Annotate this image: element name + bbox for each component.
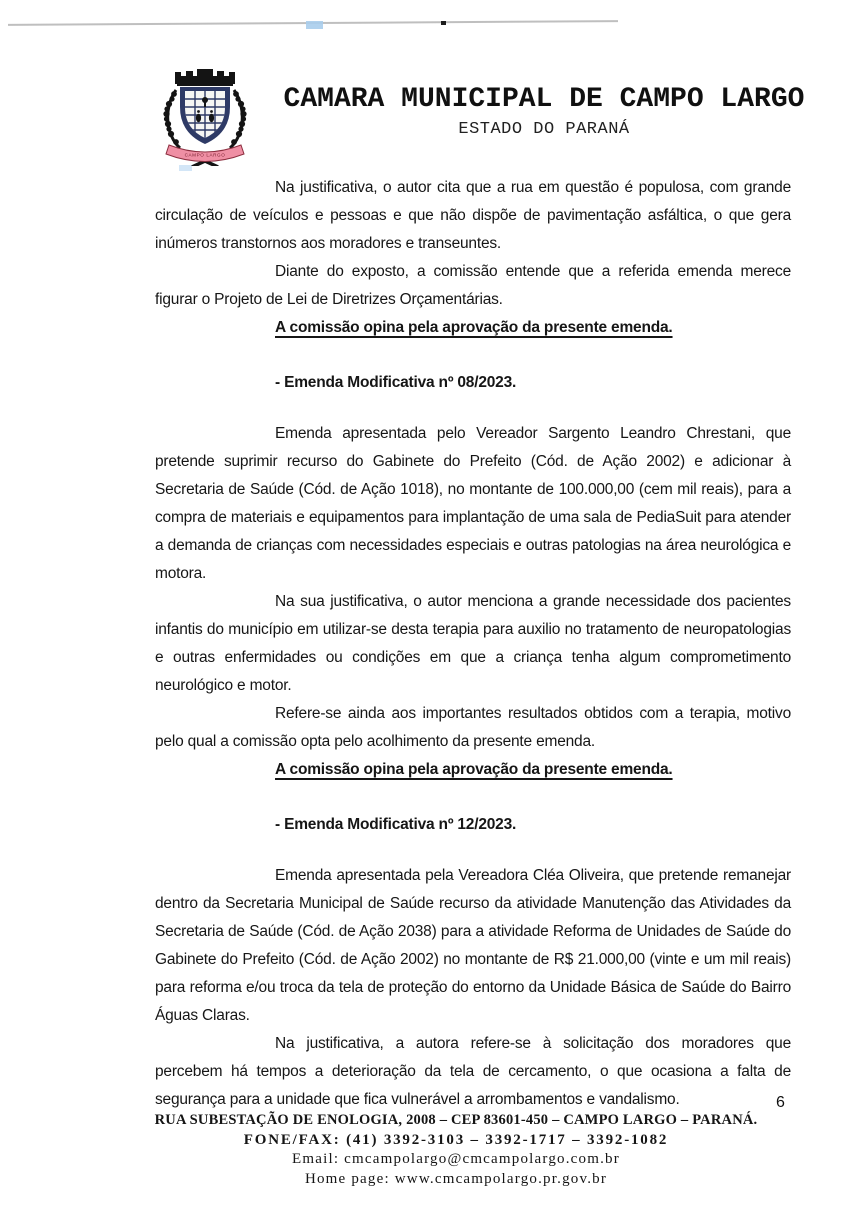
document-body bbox=[155, 174, 791, 1114]
municipality-coat-of-arms-logo bbox=[150, 60, 260, 166]
logo-shield-icon bbox=[180, 87, 230, 144]
scan-blue-mark-artifact bbox=[306, 21, 323, 29]
logo-crown-icon bbox=[175, 69, 235, 86]
paragraph-committee-conclusion: Diante do exposto, a comissão entende que a referida emenda merece figurar o Projeto de Lei de Diretrizes Orçamentárias. bbox=[155, 263, 791, 308]
paragraph-amendment-08-description: Emenda apresentada pelo Vereador Sargento Leandro Chrestani, que pretende suprimir recurso do Gabinete do Prefeito (Cód. de Ação 2002) e adicionar à Secretaria de Saúde (Cód. de Ação 1018), no montante de 100.000,00 (cem mil reais), para a compra de materiais e equipamentos para implantação de uma sala de PediaSuit para atender a demanda de crianças com necessidades especiais e outras patologias na área neurológica e motora. bbox=[155, 425, 791, 582]
commission-opinion-line: A comissão opina pela aprovação da presente emenda. bbox=[275, 761, 673, 778]
header-title: CAMARA MUNICIPAL DE CAMPO LARGO bbox=[283, 84, 805, 115]
paragraph-amendment-12-justification: Na justificativa, a autora refere-se à solicitação dos moradores que percebem há tempos a deterioração da tela de cercamento, o que ocasiona a falta de segurança para a unidade que fica vulnerável a arrombamentos e vandalismo. bbox=[155, 1035, 791, 1108]
scan-dot-artifact bbox=[441, 21, 446, 25]
amendment-heading-08-2023: - Emenda Modificativa nº 08/2023. bbox=[275, 374, 517, 391]
document-footer bbox=[46, 1111, 866, 1189]
paragraph-amendment-08-justification: Na sua justificativa, o autor menciona a grande necessidade dos pacientes infantis do município em utilizar-se desta terapia para auxilio no tratamento de neuropatologias e outras enfermidades ou condições em que a criança tenha algum comprometimento neurológico e motor. bbox=[155, 593, 791, 694]
footer-email: Email: cmcampolargo@cmcampolargo.com.br bbox=[292, 1151, 620, 1167]
paragraph-justification-street: Na justificativa, o autor cita que a rua em questão é populosa, com grande circulação de veículos e pessoas e que não dispõe de pavimentação asfáltica, o que gera inúmeros transtornos aos moradores e transeuntes. bbox=[155, 179, 791, 252]
footer-phone: FONE/FAX: (41) 3392-3103 – 3392-1717 – 3392-1082 bbox=[243, 1131, 669, 1148]
header-titles bbox=[278, 84, 810, 140]
commission-opinion-line: A comissão opina pela aprovação da presente emenda. bbox=[275, 319, 673, 336]
paragraph-amendment-08-results: Refere-se ainda aos importantes resultados obtidos com a terapia, motivo pelo qual a comissão opta pelo acolhimento da presente emenda. bbox=[155, 705, 791, 750]
logo-ribbon-icon bbox=[166, 145, 244, 162]
header-subtitle: ESTADO DO PARANÁ bbox=[458, 120, 630, 139]
amendment-heading-12-2023: - Emenda Modificativa nº 12/2023. bbox=[275, 816, 517, 833]
paragraph-amendment-12-description: Emenda apresentada pela Vereadora Cléa Oliveira, que pretende remanejar dentro da Secretaria Municipal de Saúde recurso da atividade Manutenção das Atividades da Secretaria de Saúde (Cód. de Ação 2038) para a atividade Reforma de Unidades de Saúde do Gabinete do Prefeito (Cód. de Ação 2002) no montante de R$ 21.000,00 (vinte e um mil reais) para reforma e/ou troca da tela de proteção do entorno da Unidade Básica de Saúde do Bairro Águas Claras. bbox=[155, 867, 791, 1024]
footer-homepage: Home page: www.cmcampolargo.pr.gov.br bbox=[304, 1170, 608, 1187]
logo-ribbon-text: CAMPO LARGO bbox=[184, 152, 226, 158]
footer-address: RUA SUBESTAÇÃO DE ENOLOGIA, 2008 – CEP 83601-450 – CAMPO LARGO – PARANÁ. bbox=[154, 1112, 758, 1128]
page-number: 6 bbox=[776, 1094, 785, 1111]
